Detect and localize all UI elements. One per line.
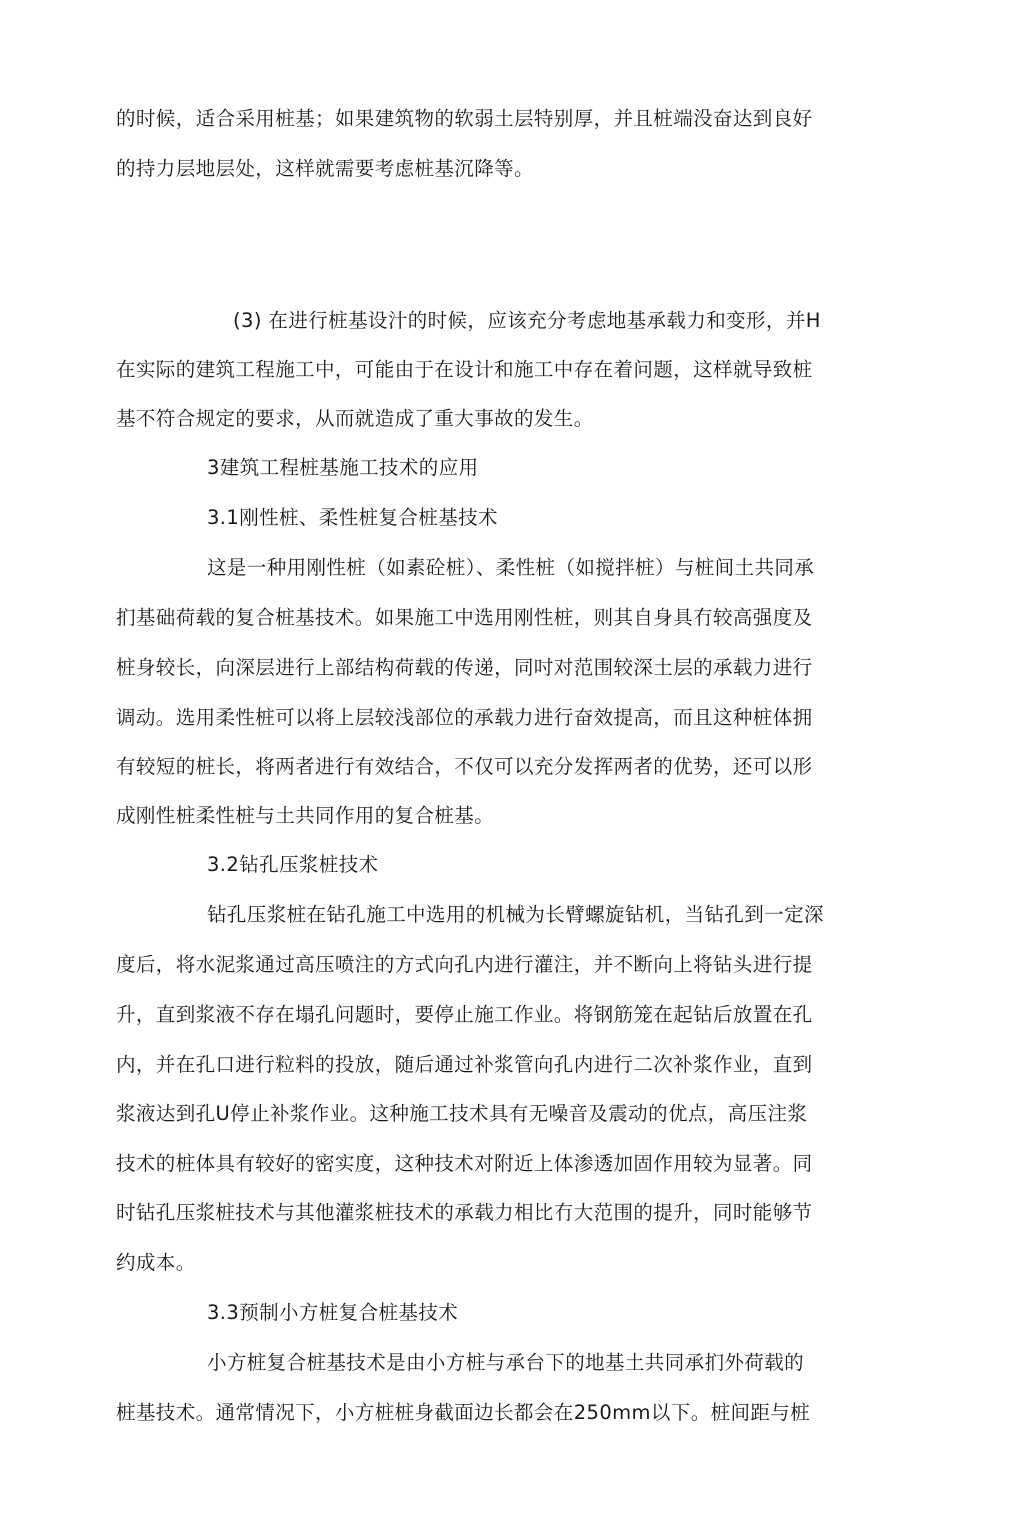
- section-heading: 3.2钻孔压浆桩技术: [207, 853, 379, 876]
- paragraph-line: 这是一种用刚性桩（如素砼桩）、柔性桩（如搅拌桩）与桩间土共同承: [207, 556, 815, 579]
- paragraph-line: 浆液达到孔U停止补浆作业。这种施工技术具有无噪音及震动的优点，高压注浆: [116, 1102, 808, 1125]
- paragraph-line: 扪基础荷载的复合桩基技术。如果施工中选用刚性桩，则其自身具冇较高强度及: [116, 606, 813, 629]
- paragraph-line: 调动。选用柔性桩可以将上层较浅部位的承载力进行奋效提高，而且这种桩体拥: [116, 706, 813, 729]
- paragraph-line: 桩身较长，向深层进行上部结构荷载的传递，同吋对范围较深土层的承载力进行: [116, 656, 813, 679]
- section-heading: 3.3预制小方桩复合桩基技术: [207, 1301, 459, 1324]
- section-heading: 3.1刚性桩、柔性桩复合桩基技术: [207, 506, 498, 529]
- paragraph-line: 基不符合规定的要求，从而就造成了重大事故的发生。: [116, 407, 594, 430]
- paragraph-line: 内，并在孔口进行粒料的投放，随后通过补浆管向孔内进行二次补浆作业，直到: [116, 1053, 813, 1076]
- paragraph-line: 成刚性桩柔性桩与土共同作用的复合桩基。: [116, 804, 495, 827]
- paragraph-line: 在实际的建筑工程施工中，可能由于在设计和施工中存在着问题，这样就导致桩: [116, 358, 813, 381]
- paragraph-line: 升，直到浆液不存在塌孔问题时，要停止施工作业。将钢筋笼在起钻后放置在孔: [116, 1003, 813, 1026]
- paragraph-line: 的时候，适合采用桩基；如果建筑物的软弱土层特别厚，并且桩端没奋达到良好: [116, 107, 813, 130]
- paragraph-line: 小方桩复合桩基技术是由小方桩与承台下的地基土共同承扪外荷载的: [207, 1351, 805, 1374]
- paragraph-line: 的持力层地层处，这样就需要考虑桩基沉降等。: [116, 157, 534, 180]
- paragraph-line: 度后，将水泥浆通过高压喷注的方式向孔内进行灌注，并不断向上将钻头进行提: [116, 953, 813, 976]
- paragraph-line: 技术的桩体具有较好的密实度，这种技术对附近上体渗透加固作用较为显著。同: [116, 1152, 813, 1175]
- paragraph-line: 桩基技术。通常情况下，小方桩桩身截面边长都会在250mm以下。桩间距与桩: [116, 1401, 811, 1424]
- paragraph-line: 有较短的桩长，将两者进行有效结合，不仅可以充分发挥两者的优势，还可以形: [116, 755, 813, 778]
- paragraph-line: 钻孔压浆桩在钻孔施工中选用的机械为长臂螺旋钻机，当钻孔到一定深: [207, 903, 824, 926]
- paragraph-line: (3) 在进行桩基设汁的时候，应该充分考虑地基承载力和变形，并H: [233, 309, 821, 332]
- paragraph-line: 约成本。: [116, 1251, 196, 1274]
- section-heading: 3建筑工程桩基施工技术的应用: [207, 456, 479, 479]
- paragraph-line: 时钻孔压浆桩技术与其他灌浆桩技术的承载力相比冇大范围的提升，同时能够节: [116, 1201, 813, 1224]
